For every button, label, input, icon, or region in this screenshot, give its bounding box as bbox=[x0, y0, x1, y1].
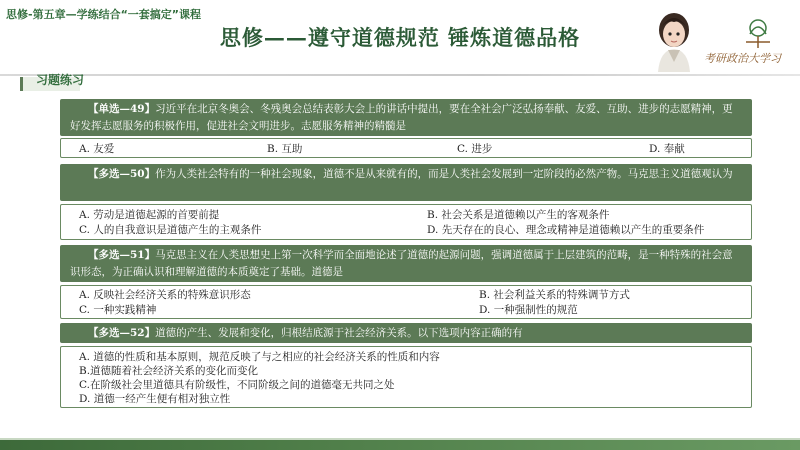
option-c[interactable]: C. 一种实践精神 bbox=[79, 304, 157, 316]
question-tag: 【多选—51】 bbox=[88, 249, 156, 261]
footer-bar bbox=[0, 440, 800, 450]
option-c[interactable]: C. 人的自我意识是道德产生的主观条件 bbox=[79, 224, 262, 236]
question-text: 作为人类社会特有的一种社会现象，道德不是从来就有的，而是人类社会发展到一定阶段的必然产物。马克思主义道德观认为 bbox=[155, 168, 733, 180]
question-text: 道德的产生、发展和变化，归根结底源于社会经济关系。以下选项内容正确的有 bbox=[155, 327, 523, 339]
option-a[interactable]: A. 友爱 bbox=[79, 143, 115, 155]
question-49-options bbox=[60, 138, 752, 158]
option-b[interactable]: B. 社会利益关系的特殊调节方式 bbox=[479, 289, 630, 301]
question-52-options bbox=[60, 346, 752, 408]
page-title: 思修——遵守道德规范 锤炼道德品格 bbox=[219, 25, 581, 50]
question-51-options bbox=[60, 285, 752, 319]
option-b[interactable]: B. 社会关系是道德赖以产生的客观条件 bbox=[427, 209, 610, 221]
option-b[interactable]: B. 互助 bbox=[267, 143, 303, 155]
course-label: 思修-第五章—学练结合“一套搞定”课程 bbox=[6, 8, 202, 21]
option-d[interactable]: D. 奉献 bbox=[649, 143, 685, 155]
section-title: 习题练习 bbox=[36, 73, 85, 87]
option-d[interactable]: D. 一种强制性的规范 bbox=[479, 304, 578, 316]
option-a[interactable]: A. 劳动是道德起源的首要前提 bbox=[79, 209, 220, 221]
option-b[interactable]: B.道德随着社会经济关系的变化而变化 bbox=[79, 365, 259, 377]
header-divider bbox=[0, 74, 800, 76]
question-tag: 【单选—49】 bbox=[88, 103, 156, 115]
question-text: 习近平在北京冬奥会、冬残奥会总结表彰大会上的讲话中提出，要在全社会广泛弘扬奉献、友爱、互助、进步的志愿精神，更好发挥志愿服务的积极作用，促进社会文明进步。志愿服务精神的精髓是 bbox=[70, 103, 733, 132]
question-49-stem bbox=[60, 99, 752, 136]
option-d[interactable]: D. 先天存在的良心、理念或精神是道德赖以产生的重要条件 bbox=[427, 224, 705, 236]
question-tag: 【多选—50】 bbox=[88, 168, 156, 180]
brand-name: 考研政治大学习 bbox=[704, 52, 781, 65]
question-52-stem bbox=[60, 323, 752, 343]
option-c[interactable]: C.在阶级社会里道德具有阶级性，不同阶级之间的道德毫无共同之处 bbox=[79, 379, 395, 391]
question-51-stem bbox=[60, 245, 752, 282]
option-a[interactable]: A. 道德的性质和基本原则，规范反映了与之相应的社会经济关系的性质和内容 bbox=[79, 351, 440, 363]
question-50-options bbox=[60, 204, 752, 240]
teacher-avatar bbox=[650, 8, 698, 72]
option-a[interactable]: A. 反映社会经济关系的特殊意识形态 bbox=[79, 289, 251, 301]
question-50-stem bbox=[60, 164, 752, 201]
option-d[interactable]: D. 道德一经产生便有相对独立性 bbox=[79, 393, 231, 405]
option-c[interactable]: C. 进步 bbox=[457, 143, 493, 155]
question-tag: 【多选—52】 bbox=[88, 327, 156, 339]
question-text: 马克思主义在人类思想史上第一次科学而全面地论述了道德的起源问题，强调道德属于上层建筑的范畴，是一种特殊的社会意识形态，为正确认识和理解道德的本质奠定了基础。道德是 bbox=[70, 249, 733, 278]
